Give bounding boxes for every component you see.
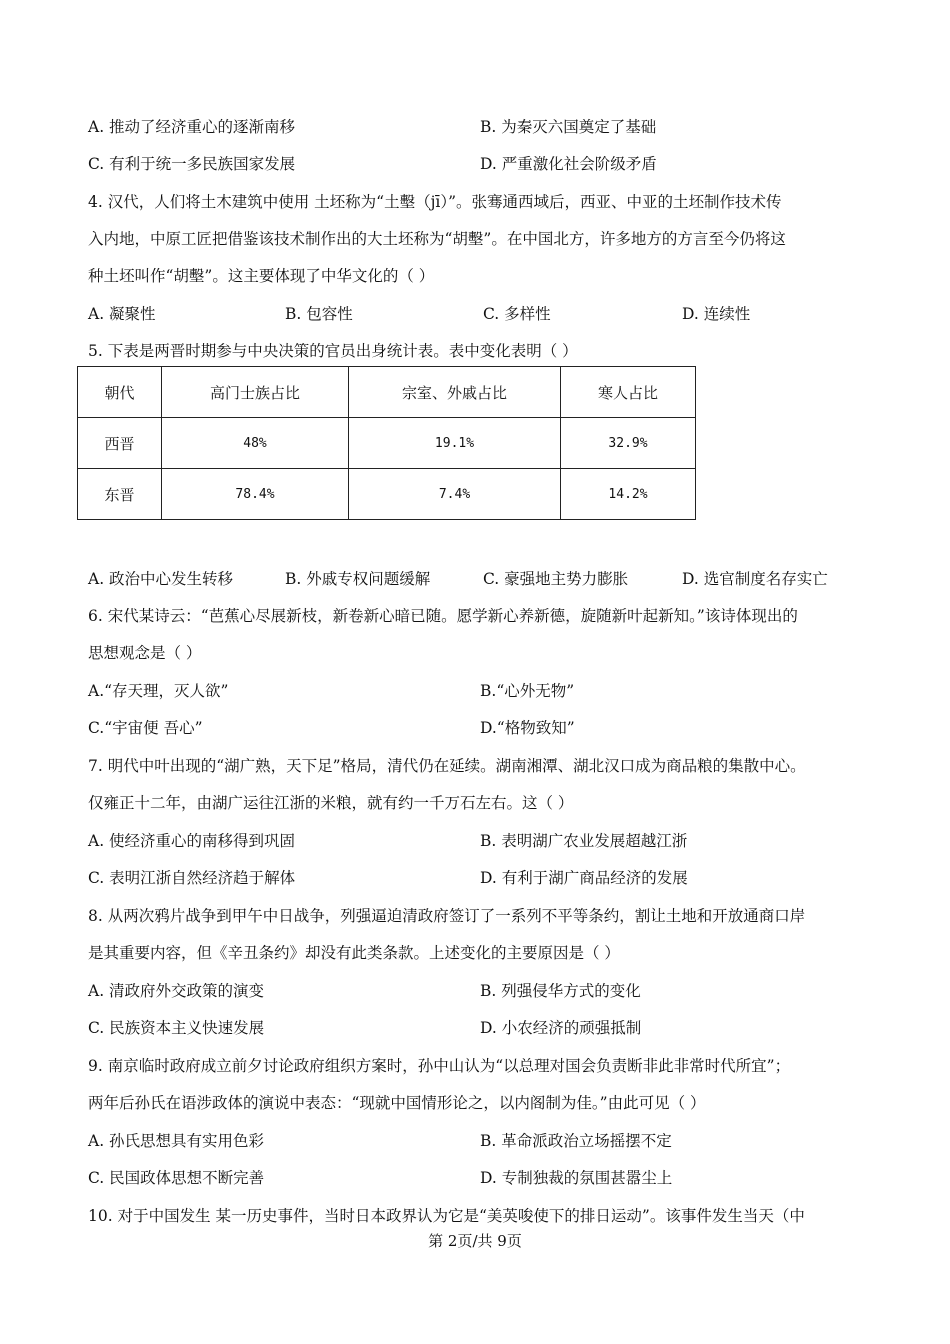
q7-option-c: C. 表明江浙自然经济趋于解体 [88,869,296,887]
q7-option-a: A. 使经济重心的南移得到巩固 [88,832,296,850]
q4-stem-line1: 4. 汉代，人们将土木建筑中使用 土坯称为“土墼（jī）”。张骞通西域后，西亚、中亚的土坯制作技术传 [88,193,782,211]
table-header-cell: 高门士族占比 [162,367,349,418]
table-cell: 7.4% [349,469,561,520]
q5-option-a: A. 政治中心发生转移 [88,570,234,588]
table-cell: 西晋 [78,418,162,469]
q4-option-b: B. 包容性 [285,305,353,323]
table-header-cell: 朝代 [78,367,162,418]
table-cell: 48% [162,418,349,469]
q5-stats-table [77,366,696,520]
table-header-cell: 宗室、外戚占比 [349,367,561,418]
q5-option-c: C. 豪强地主势力膨胀 [483,570,629,588]
q3-option-a: A. 推动了经济重心的逐渐南移 [88,118,296,136]
q7-option-d: D. 有利于湖广商品经济的发展 [480,869,688,887]
q5-stem: 5. 下表是两晋时期参与中央决策的官员出身统计表。表中变化表明（ ） [88,342,578,360]
q4-option-d: D. 连续性 [682,305,751,323]
table-cell: 19.1% [349,418,561,469]
q6-option-a: A.“存天理，灭人欲” [88,682,229,700]
q8-option-a: A. 清政府外交政策的演变 [88,982,265,1000]
q9-option-c: C. 民国政体思想不断完善 [88,1169,265,1187]
q10-stem-line1: 10. 对于中国发生 某一历史事件，当时日本政界认为它是“美英唆使下的排日运动”。该事件发生当天（中 [88,1207,805,1225]
q3-option-d: D. 严重激化社会阶级矛盾 [480,155,657,173]
table-row [78,469,696,520]
q5-option-b: B. 外戚专权问题缓解 [285,570,431,588]
table-header-row [78,367,696,418]
q6-stem-line2: 思想观念是（ ） [88,644,202,662]
page-number-footer: 第 2页/共 9页 [428,1232,522,1250]
table-cell: 32.9% [561,418,696,469]
q4-stem-line3: 种土坯叫作“胡墼”。这主要体现了中华文化的（ ） [88,267,435,285]
q3-option-b: B. 为秦灭六国奠定了基础 [480,118,657,136]
q7-stem-line2: 仅雍正十二年，由湖广运往江浙的米粮，就有约一千万石左右。这（ ） [88,794,574,812]
table-cell: 78.4% [162,469,349,520]
q9-option-b: B. 革命派政治立场摇摆不定 [480,1132,672,1150]
q9-option-d: D. 专制独裁的氛围甚嚣尘上 [480,1169,673,1187]
q8-option-b: B. 列强侵华方式的变化 [480,982,641,1000]
q7-stem-line1: 7. 明代中叶出现的“湖广熟，天下足”格局，清代仍在延续。湖南湘潭、湖北汉口成为商品粮的集散中心。 [88,757,806,775]
q4-option-a: A. 凝聚性 [88,305,156,323]
q8-option-d: D. 小农经济的顽强抵制 [480,1019,642,1037]
table-header-cell: 寒人占比 [561,367,696,418]
q9-stem-line2: 两年后孙氏在语涉政体的演说中表态：“现就中国情形论之，以内阁制为佳。”由此可见（ ） [88,1094,706,1112]
q4-stem-line2: 入内地，中原工匠把借鉴该技术制作出的大土坯称为“胡墼”。在中国北方，许多地方的方言至今仍将这 [88,230,786,248]
q6-option-b: B.“心外无物” [480,682,575,700]
q5-option-d: D. 选官制度名存实亡 [682,570,828,588]
q9-option-a: A. 孙氏思想具有实用色彩 [88,1132,265,1150]
q7-option-b: B. 表明湖广农业发展超越江浙 [480,832,688,850]
q3-option-c: C. 有利于统一多民族国家发展 [88,155,296,173]
table-row [78,418,696,469]
table-cell: 14.2% [561,469,696,520]
q6-stem-line1: 6. 宋代某诗云：“芭蕉心尽展新枝，新卷新心暗已随。愿学新心养新德，旋随新叶起新知。”该诗体现出的 [88,607,798,625]
q8-stem-line1: 8. 从两次鸦片战争到甲午中日战争，列强逼迫清政府签订了一系列不平等条约，割让土地和开放通商口岸 [88,907,806,925]
q6-option-d: D.“格物致知” [480,719,575,737]
q4-option-c: C. 多样性 [483,305,551,323]
table-cell: 东晋 [78,469,162,520]
q8-option-c: C. 民族资本主义快速发展 [88,1019,265,1037]
q9-stem-line1: 9. 南京临时政府成立前夕讨论政府组织方案时，孙中山认为“以总理对国会负责断非此非常时代所宜”； [88,1057,791,1075]
q8-stem-line2: 是其重要内容，但《辛丑条约》却没有此类条款。上述变化的主要原因是（ ） [88,944,620,962]
q6-option-c: C.“宇宙便 吾心” [88,719,203,737]
